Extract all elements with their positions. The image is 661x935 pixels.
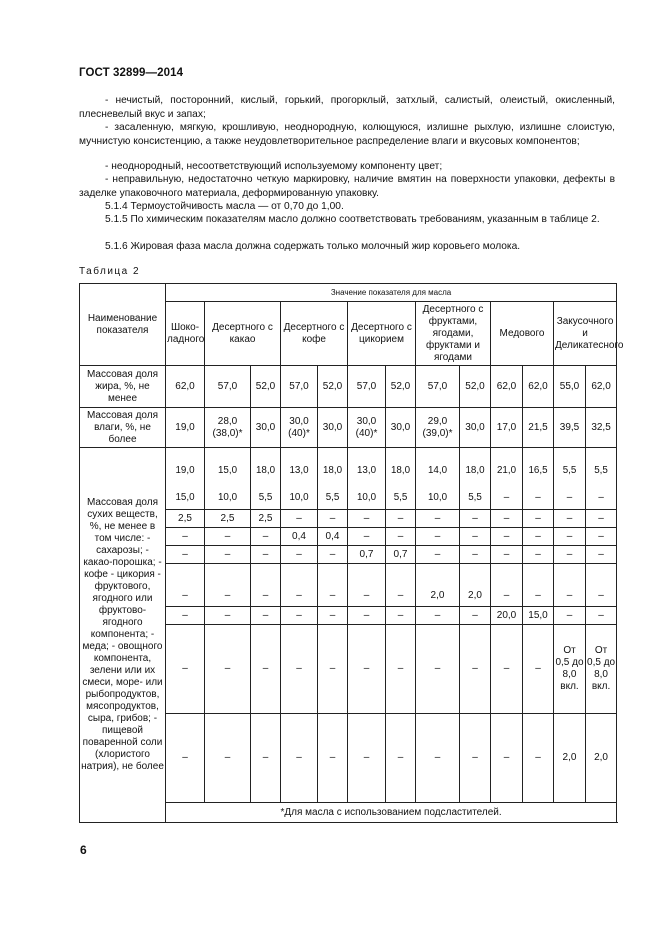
cocoa-value: 0,4	[281, 528, 318, 546]
chicory-value: –	[205, 546, 251, 564]
honey-value: 15,0	[523, 607, 554, 625]
dry-cell	[281, 448, 318, 510]
fruit-value: –	[205, 564, 251, 607]
table-2	[79, 283, 624, 823]
header-chocolate: Шоко-ладного	[166, 302, 205, 366]
fruit-value: 2,0	[460, 564, 491, 607]
honey-value: –	[166, 607, 205, 625]
cocoa-value: –	[251, 528, 281, 546]
cocoa-value: –	[586, 528, 617, 546]
fat-value: 57,0	[205, 366, 251, 408]
header-dessert-chicory: Десертного с цикорием	[348, 302, 416, 366]
dry-cell	[491, 448, 523, 510]
honey-value: –	[281, 607, 318, 625]
honey-value: –	[348, 607, 386, 625]
chicory-value: –	[554, 546, 586, 564]
paragraph-7: 5.1.6 Жировая фаза масла должна содержать только молочный жир коровьего молока.	[105, 241, 521, 252]
fruit-value: –	[586, 564, 617, 607]
fruit-value: –	[318, 564, 348, 607]
dry-second: 10,0	[356, 492, 377, 503]
cocoa-value: –	[491, 528, 523, 546]
table-footnote: *Для масла с использованием подсластителей.	[166, 803, 617, 823]
dry-total: 13,0	[356, 464, 377, 476]
sugar-value: –	[523, 510, 554, 528]
dry-total: 16,5	[528, 464, 548, 476]
veg-value: –	[318, 625, 348, 714]
sugar-value: –	[491, 510, 523, 528]
veg-value: –	[251, 625, 281, 714]
dry-total: 5,5	[594, 464, 608, 476]
veg-value: –	[205, 625, 251, 714]
salt-value: –	[166, 714, 205, 803]
page-number: 6	[80, 843, 87, 857]
sugar-value: –	[318, 510, 348, 528]
moisture-value: 30,0 (40)*	[281, 408, 318, 448]
fruit-value: –	[491, 564, 523, 607]
fruit-value: –	[386, 564, 416, 607]
chicory-value: –	[318, 546, 348, 564]
chicory-value: –	[166, 546, 205, 564]
row-dry-label: Массовая доля сухих веществ, %, не менее в том числе: - сахарозы; - какао-порошка; - кофе - цикория - фруктового, ягодного или фруктово-ягодного компонента; - меда; - овощного компонента, зелени или их смеси, море- или рыбопродуктов, мясопродуктов, сыра, грибов; - пищевой поваренной соли (хлористого натрия), не более	[80, 448, 166, 823]
moisture-value: 39,5	[554, 408, 586, 448]
moisture-value: 29,0 (39,0)*	[416, 408, 460, 448]
honey-value: –	[318, 607, 348, 625]
cocoa-value: –	[348, 528, 386, 546]
dry-total: 21,0	[496, 464, 517, 476]
salt-value: –	[416, 714, 460, 803]
salt-value: 2,0	[586, 714, 617, 803]
fat-value: 52,0	[460, 366, 491, 408]
sugar-value: –	[386, 510, 416, 528]
header-dessert-fruit: Десертного с фруктами, ягодами, фруктами и ягодами	[416, 302, 491, 366]
moisture-value: 28,0 (38,0)*	[205, 408, 251, 448]
dry-cell	[416, 448, 460, 510]
dry-total: 18,0	[322, 464, 343, 476]
dry-cell	[586, 448, 617, 510]
dry-second: 10,0	[427, 492, 448, 503]
chicory-value: 0,7	[386, 546, 416, 564]
fat-value: 62,0	[491, 366, 523, 408]
dry-second: 10,0	[217, 492, 238, 503]
sugar-value: –	[281, 510, 318, 528]
fruit-value: –	[348, 564, 386, 607]
salt-value: –	[386, 714, 416, 803]
veg-value: –	[166, 625, 205, 714]
fat-value: 62,0	[523, 366, 554, 408]
dry-second: 5,5	[325, 492, 340, 503]
moisture-value: 30,0	[460, 408, 491, 448]
document-header: ГОСТ 32899—2014	[79, 67, 184, 79]
dry-second: –	[503, 492, 510, 503]
fruit-value: –	[554, 564, 586, 607]
moisture-value: 21,5	[523, 408, 554, 448]
cocoa-value: –	[523, 528, 554, 546]
veg-value: –	[416, 625, 460, 714]
honey-value: –	[554, 607, 586, 625]
salt-value: 2,0	[554, 714, 586, 803]
chicory-value: –	[491, 546, 523, 564]
dry-second: 5,5	[258, 492, 273, 503]
header-honey: Медового	[491, 302, 554, 366]
sugar-value: 2,5	[251, 510, 281, 528]
paragraph-3: - неоднородный, несоответствующий используемому компоненту цвет;	[105, 161, 443, 172]
dry-second: 15,0	[175, 492, 195, 503]
table-caption: Таблица 2	[79, 266, 141, 277]
dry-cell	[386, 448, 416, 510]
honey-value: –	[205, 607, 251, 625]
moisture-value: 30,0	[318, 408, 348, 448]
sugar-value: –	[416, 510, 460, 528]
chicory-value: –	[460, 546, 491, 564]
honey-value: 20,0	[491, 607, 523, 625]
fat-value: 62,0	[166, 366, 205, 408]
sugar-value: –	[554, 510, 586, 528]
moisture-value: 30,0 (40)*	[348, 408, 386, 448]
fat-value: 57,0	[281, 366, 318, 408]
paragraph-1: - нечистый, посторонний, кислый, горький, прогорклый, затхлый, салистый, олеистый, окисленный, плесневелый вкус и запах;	[79, 95, 615, 120]
fat-value: 52,0	[318, 366, 348, 408]
fat-value: 52,0	[251, 366, 281, 408]
dry-cell	[348, 448, 386, 510]
salt-value: –	[318, 714, 348, 803]
dry-total: 18,0	[465, 464, 485, 476]
fat-value: 55,0	[554, 366, 586, 408]
dry-total: 15,0	[217, 464, 238, 476]
honey-value: –	[416, 607, 460, 625]
dry-total: 14,0	[427, 464, 448, 476]
fruit-value: –	[523, 564, 554, 607]
dry-second: –	[598, 492, 604, 503]
header-value-group: Значение показателя для масла	[166, 284, 617, 302]
honey-value: –	[586, 607, 617, 625]
moisture-value: 32,5	[586, 408, 617, 448]
paragraph-4: - неправильную, недостаточно четкую маркировку, наличие вмятин на поверхности упаковки, дефекты в заделке упаковочного материала, деформированную упаковку.	[79, 174, 615, 199]
moisture-value: 30,0	[386, 408, 416, 448]
dry-cell	[166, 448, 205, 510]
moisture-value: 30,0	[251, 408, 281, 448]
row-fat-label: Массовая доля жира, %, не менее	[80, 366, 166, 408]
paragraph-5: 5.1.4 Термоустойчивость масла — от 0,70 до 1,00.	[105, 201, 344, 212]
cocoa-value: 0,4	[318, 528, 348, 546]
row-moisture-label: Массовая доля влаги, %, не более	[80, 408, 166, 448]
dry-cell	[318, 448, 348, 510]
chicory-value: –	[251, 546, 281, 564]
dry-cell	[460, 448, 491, 510]
chicory-value: –	[586, 546, 617, 564]
sugar-value: –	[460, 510, 491, 528]
dry-total: 18,0	[390, 464, 411, 476]
paragraph-6: 5.1.5 По химическим показателям масло должно соответствовать требованиям, указанным в таблице 2.	[105, 214, 600, 225]
salt-value: –	[523, 714, 554, 803]
salt-value: –	[251, 714, 281, 803]
dry-cell	[523, 448, 554, 510]
header-snack-delicacy: Закусочного и Деликатесного	[554, 302, 617, 366]
dry-cell	[251, 448, 281, 510]
honey-value: –	[460, 607, 491, 625]
dry-second: –	[535, 492, 541, 503]
fruit-value: 2,0	[416, 564, 460, 607]
cocoa-value: –	[416, 528, 460, 546]
header-dessert-coffee: Десертного с кофе	[281, 302, 348, 366]
sugar-value: –	[586, 510, 617, 528]
veg-value: –	[348, 625, 386, 714]
dry-cell	[554, 448, 586, 510]
dry-total: 19,0	[175, 464, 195, 476]
sugar-value: –	[348, 510, 386, 528]
moisture-value: 19,0	[166, 408, 205, 448]
sugar-value: 2,5	[166, 510, 205, 528]
dry-total: 5,5	[562, 464, 577, 476]
cocoa-value: –	[166, 528, 205, 546]
paragraph-2: - засаленную, мягкую, крошливую, неоднородную, колющуюся, излишне рыхлую, излишне слоистую, мучнистую консистенцию, а также неудовлетворительное распределение влаги и вкусовых компонентов;	[79, 122, 615, 147]
fat-value: 52,0	[386, 366, 416, 408]
header-indicator-name: Наименование показателя	[80, 284, 166, 366]
cocoa-value: –	[386, 528, 416, 546]
salt-value: –	[205, 714, 251, 803]
veg-value: –	[386, 625, 416, 714]
header-dessert-cocoa: Десертного с какао	[205, 302, 281, 366]
fruit-value: –	[281, 564, 318, 607]
cocoa-value: –	[205, 528, 251, 546]
dry-second: 5,5	[393, 492, 408, 503]
dry-total: 18,0	[255, 464, 276, 476]
fruit-value: –	[251, 564, 281, 607]
salt-value: –	[460, 714, 491, 803]
honey-value: –	[386, 607, 416, 625]
sugar-value: 2,5	[205, 510, 251, 528]
veg-value: –	[523, 625, 554, 714]
salt-value: –	[281, 714, 318, 803]
dry-second: –	[566, 492, 573, 503]
veg-value: От 0,5 до 8,0 вкл.	[554, 625, 586, 714]
fat-value: 57,0	[416, 366, 460, 408]
fat-value: 57,0	[348, 366, 386, 408]
moisture-value: 17,0	[491, 408, 523, 448]
veg-value: От 0,5 до 8,0 вкл.	[586, 625, 617, 714]
honey-value: –	[251, 607, 281, 625]
veg-value: –	[460, 625, 491, 714]
dry-second: 10,0	[289, 492, 309, 503]
veg-value: –	[281, 625, 318, 714]
dry-second: 5,5	[468, 492, 482, 503]
chicory-value: 0,7	[348, 546, 386, 564]
chicory-value: –	[416, 546, 460, 564]
cocoa-value: –	[460, 528, 491, 546]
dry-total: 13,0	[289, 464, 309, 476]
cocoa-value: –	[554, 528, 586, 546]
fruit-value: –	[166, 564, 205, 607]
dry-cell	[205, 448, 251, 510]
chicory-value: –	[523, 546, 554, 564]
fat-value: 62,0	[586, 366, 617, 408]
veg-value: –	[491, 625, 523, 714]
salt-value: –	[491, 714, 523, 803]
chicory-value: –	[281, 546, 318, 564]
salt-value: –	[348, 714, 386, 803]
